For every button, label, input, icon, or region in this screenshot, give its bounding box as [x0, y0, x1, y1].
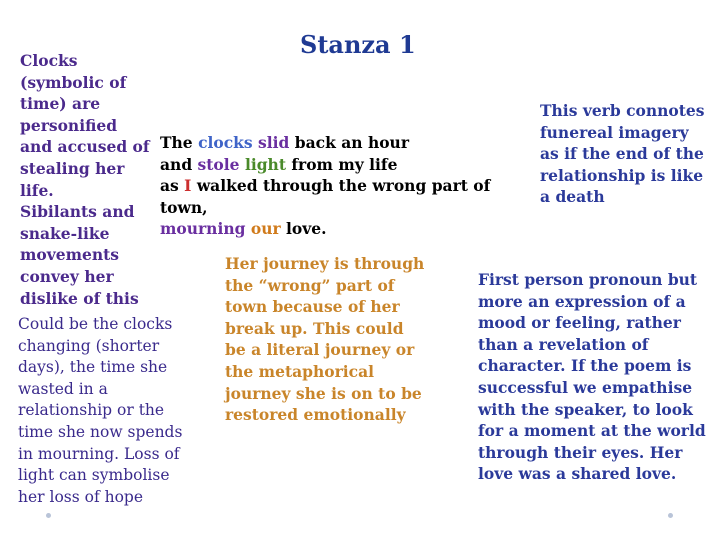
poem-text: back an hour — [289, 133, 409, 152]
left-note-line: stealing her life. — [20, 158, 125, 200]
right-note-line: First person pronoun but — [478, 270, 698, 289]
left-note-line: convey her — [20, 266, 114, 286]
poem-text: as — [160, 176, 185, 196]
word-mourning: mourning — [160, 219, 246, 239]
left-note-line: light can symbolise — [18, 466, 170, 485]
left-note-line: relationship or the — [18, 401, 165, 420]
middle-note-line: journey she is on to be — [225, 383, 422, 403]
poem-line-3 — [160, 175, 530, 218]
word-slid: slid — [258, 133, 290, 152]
right-note-bottom — [478, 269, 718, 485]
left-note-line: (symbolic of — [20, 72, 127, 92]
corner-dot-right — [668, 513, 673, 518]
left-note-line: changing (shorter — [18, 336, 160, 355]
left-note-line: movements — [20, 245, 120, 265]
middle-note-line: the “wrong” part of — [225, 275, 395, 295]
right-note-line: love was a shared love. — [478, 464, 677, 484]
page-title: Stanza 1 — [300, 30, 416, 59]
right-note-line: mood or feeling, rather — [478, 313, 681, 333]
poem-line-1 — [160, 132, 530, 154]
poem-text: from my life — [285, 154, 398, 174]
left-note-bottom — [18, 314, 218, 508]
word-light: light — [244, 154, 286, 174]
right-note-line: a death — [540, 187, 605, 207]
right-note-line: than a revelation of — [478, 334, 649, 354]
left-note-line: dislike of this — [20, 288, 139, 308]
poem-stanza — [160, 132, 530, 240]
poem-line-2 — [160, 154, 530, 176]
middle-note-line: restored emotionally — [225, 405, 406, 425]
poem-text: walked through the wrong part of town, — [160, 176, 491, 217]
right-note-line: relationship is like — [540, 165, 704, 185]
poem-text: love. — [280, 219, 327, 239]
left-note-line: wasted in a — [18, 379, 108, 398]
word-our: our — [250, 219, 281, 239]
left-note-line: days), the time she — [18, 358, 168, 377]
middle-note-line: Her journey is through — [225, 254, 425, 273]
left-note-line: Sibilants and — [20, 202, 135, 222]
poem-line-4 — [160, 218, 530, 240]
left-note-line: in mourning. Loss of — [18, 444, 180, 463]
left-note-line: personified — [20, 115, 118, 135]
right-note-line: more an expression of a — [478, 291, 686, 311]
right-note-line: through their eyes. Her — [478, 442, 683, 462]
middle-note — [225, 253, 455, 426]
right-note-line: with the speaker, to look — [478, 399, 693, 419]
middle-note-line: break up. This could — [225, 318, 404, 338]
right-note-line: for a moment at the world — [478, 421, 706, 441]
right-note-line: character. If the poem is — [478, 356, 692, 376]
left-note-line: Could be the clocks — [18, 315, 173, 333]
right-note-line: as if the end of the — [540, 144, 704, 164]
corner-dot-left — [46, 513, 51, 518]
left-note-line: snake-like — [20, 223, 110, 243]
word-stole: stole — [197, 154, 240, 174]
right-note-line: This verb connotes — [540, 101, 705, 120]
right-note-top — [540, 100, 715, 208]
word-clocks: clocks — [198, 133, 253, 152]
left-note-line: Clocks — [20, 51, 78, 70]
right-note-line: successful we empathise — [478, 377, 693, 397]
left-note-line: her loss of hope — [18, 487, 144, 506]
left-note-line: time she now spends — [18, 422, 183, 441]
left-note-line: and accused of — [20, 137, 150, 157]
middle-note-line: town because of her — [225, 297, 400, 317]
right-note-line: funereal imagery — [540, 122, 689, 142]
poem-text: The — [160, 133, 199, 152]
middle-note-line: be a literal journey or — [225, 340, 415, 360]
poem-text: and — [160, 154, 198, 174]
middle-note-line: the metaphorical — [225, 361, 375, 381]
left-note-top — [20, 50, 160, 309]
word-i: I — [184, 176, 192, 196]
left-note-line: time) are — [20, 94, 101, 114]
